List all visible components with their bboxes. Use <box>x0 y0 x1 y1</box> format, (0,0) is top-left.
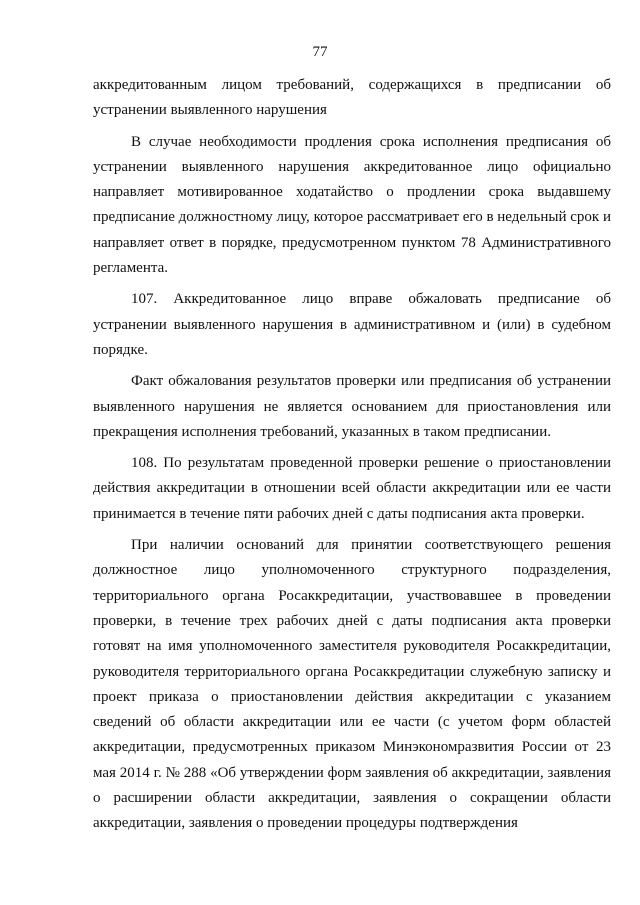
page-number: 77 <box>312 44 328 60</box>
paragraph-appeal-fact: Факт обжалования результатов проверки или предписания об устранении выявленного нарушения не является основанием для приостановления или прекращения исполнения требований, указанных в таком предписании. <box>93 373 611 440</box>
paragraph-108: 108. По результатам проведенной проверки решение о приостановлении действия аккредитации в отношении всей области аккредитации или ее части принимается в течение пяти рабочих дней с даты подписания акта проверки. <box>93 455 611 522</box>
paragraph-continuation: аккредитованным лицом требований, содержащихся в предписании об устранении выявленного нарушения <box>93 77 611 119</box>
paragraph-107: 107. Аккредитованное лицо вправе обжаловать предписание об устранении выявленного нарушения в административном и (или) в судебном порядке. <box>93 291 611 358</box>
paragraph-extension-request: В случае необходимости продления срока исполнения предписания об устранении выявленного нарушения аккредитованное лицо официально направляет мотивированное ходатайство о продлении срока выдавшему предписание должностному лицу, которое рассматривает его в недельный срок и направляет ответ в порядке, предусмотренном пунктом 78 Административного регламента. <box>93 133 611 277</box>
body-text <box>93 73 611 843</box>
paragraph-grounds: При наличии оснований для принятии соответствующего решения должностное лицо уполномоченного структурного подразделения, территориального органа Росаккредитации, участвовавшее в проведении проверки, в течение трех рабочих дней с даты подписания акта проверки готовят на имя уполномоченного заместителя руководителя Росаккредитации, руководителя территориального органа Росаккредитации служебную записку и проект приказа о приостановлении действия аккредитации с указанием сведений об области аккредитации или ее части (с учетом форм областей аккредитации, предусмотренных приказом Минэкономразвития России от 23 мая 2014 г. № 288 «Об утверждении форм заявления об аккредитации, заявления о расширении области аккредитации, заявления о сокращении области аккредитации, заявления о проведении процедуры подтверждения <box>93 537 611 832</box>
